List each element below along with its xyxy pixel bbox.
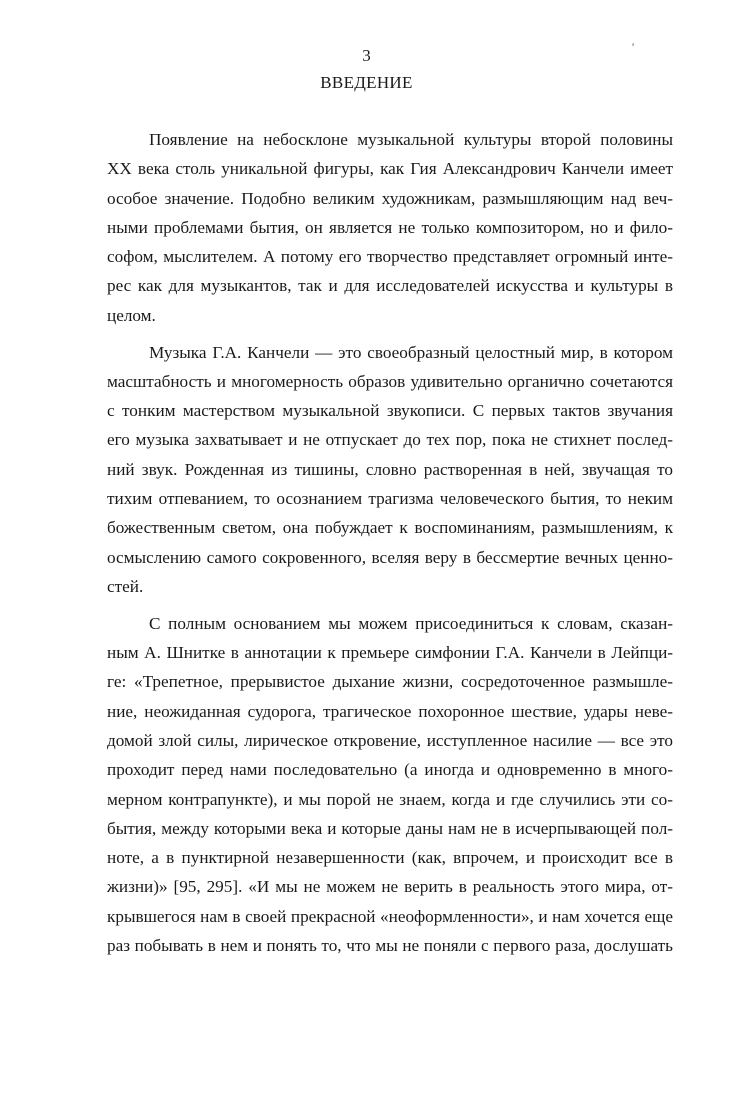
text-line: рес как для музыкантов, так и для исследователей искусства и культуры в bbox=[107, 276, 673, 296]
page-number: 3 bbox=[362, 46, 371, 65]
text-line: масштабность и многомерность образов удивительно органично сочетаются bbox=[107, 371, 673, 391]
text-line: мерном контрапункте), и мы порой не знаем, когда и где случились эти со- bbox=[107, 789, 673, 809]
text-line: ноте, а в пунктирной незавершенности (как, впрочем, и происходит все в bbox=[107, 848, 673, 868]
text-line: осмыслению самого сокровенного, вселяя веру в бессмертие вечных ценно- bbox=[107, 547, 673, 567]
text-line: целом. bbox=[107, 305, 156, 325]
text-line: бытия, между которыми века и которые даны нам не в исчерпывающей пол- bbox=[107, 818, 673, 838]
text-line: божественным светом, она побуждает к воспоминаниям, размышлениям, к bbox=[107, 518, 673, 538]
body-text bbox=[107, 125, 673, 968]
text-line: жизни)» [95, 295]. «И мы не можем не верить в реальность этого мира, от- bbox=[107, 877, 673, 897]
text-line: ным А. Шнитке в аннотации к премьере симфонии Г.А. Канчели в Лейпци- bbox=[107, 643, 673, 663]
text-line: XX века столь уникальной фигуры, как Гия Александрович Канчели имеет bbox=[107, 159, 673, 179]
text-line: раз побывать в нем и понять то, что мы не поняли с первого раза, дослушать bbox=[107, 936, 673, 956]
text-line: Музыка Г.А. Канчели — это своеобразный целостный мир, в котором bbox=[149, 342, 673, 362]
text-line: ние, неожиданная судорога, трагическое похоронное шествие, удары неве- bbox=[107, 701, 673, 721]
scan-mark: ' bbox=[632, 40, 635, 54]
page-title: ВВЕДЕНИЕ bbox=[320, 73, 413, 92]
text-line: ными проблемами бытия, он является не только композитором, но и фило- bbox=[107, 217, 673, 237]
text-line: домой злой силы, лирическое откровение, исступленное насилие — все это bbox=[107, 730, 673, 750]
text-line: тихим отпеванием, то осознанием трагизма человеческого бытия, то неким bbox=[107, 489, 673, 509]
text-line: ний звук. Рожденная из тишины, словно растворенная в ней, звучащая то bbox=[107, 459, 673, 479]
paragraph bbox=[107, 609, 673, 961]
text-line: стей. bbox=[107, 576, 144, 596]
text-line: Появление на небосклоне музыкальной культуры второй половины bbox=[149, 130, 673, 149]
text-line: особое значение. Подобно великим художникам, размышляющим над веч- bbox=[107, 188, 673, 208]
text-line: его музыка захватывает и не отпускает до тех пор, пока не стихнет послед- bbox=[107, 430, 673, 450]
text-line: ге: «Трепетное, прерывистое дыхание жизни, сосредоточенное размышле- bbox=[107, 672, 673, 692]
paragraph bbox=[107, 338, 673, 602]
text-line: с тонким мастерством музыкальной звукописи. С первых тактов звучания bbox=[107, 401, 673, 421]
text-line: С полным основанием мы можем присоединиться к словам, сказан- bbox=[149, 613, 673, 633]
paragraph bbox=[107, 125, 673, 330]
text-line: проходит перед нами последовательно (а иногда и одновременно в много- bbox=[107, 760, 673, 780]
text-line: крывшегося нам в своей прекрасной «неоформленности», и нам хочется еще bbox=[107, 906, 673, 926]
text-line: софом, мыслителем. А потому его творчество представляет огромный инте- bbox=[107, 247, 673, 267]
